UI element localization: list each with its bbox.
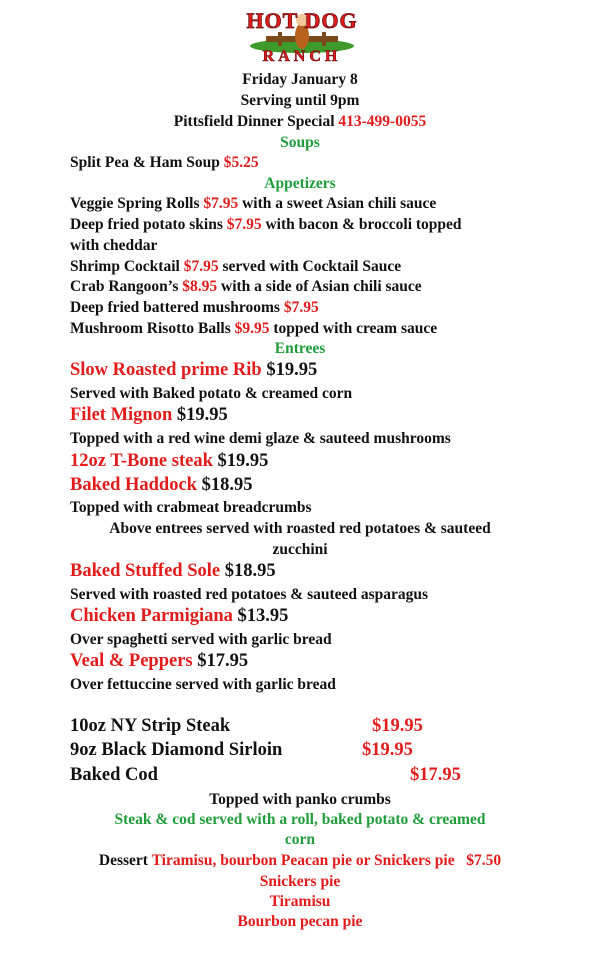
item-price: $17.95 (197, 651, 249, 671)
appetizer-item (70, 194, 590, 214)
item-price: $18.95 (224, 561, 276, 581)
item-name: Baked Haddock (70, 475, 197, 495)
item-price: $19.95 (266, 360, 318, 380)
steak-item-name: 9oz Black Diamond Sirloin (70, 740, 283, 760)
dessert-price: $7.50 (466, 852, 502, 869)
item-price: $7.95 (203, 195, 239, 212)
steak-served-note: Steak & cod served with a roll, baked potato & creamed (114, 811, 486, 828)
item-price: $13.95 (237, 606, 289, 626)
item-name: Veal & Peppers (70, 651, 193, 671)
steak-item-price: $19.95 (362, 740, 413, 760)
logo-line-2: RANCH (262, 48, 342, 65)
appetizer-item (70, 319, 590, 339)
entree-desc: Over fettuccine served with garlic bread (70, 676, 336, 693)
dessert-line (0, 851, 600, 871)
steak-item-name: Baked Cod (70, 765, 158, 785)
entree-item (70, 474, 590, 496)
entree-desc: Topped with a red wine demi glaze & sauteed mushrooms (70, 430, 451, 447)
item-name: Deep fried battered mushrooms (70, 299, 280, 316)
special-title: Pittsfield Dinner Special (173, 113, 335, 130)
entree-item (70, 359, 590, 381)
item-desc: served with Cocktail Sauce (222, 258, 402, 275)
entree-item (70, 650, 590, 672)
appetizer-item (70, 257, 590, 277)
item-desc: with a sweet Asian chili sauce (242, 195, 437, 212)
item-price: $19.95 (217, 451, 269, 471)
dessert-label: Dessert (98, 852, 148, 869)
entree-desc: Over spaghetti served with garlic bread (70, 631, 332, 648)
item-name: Split Pea & Ham Soup (70, 154, 220, 171)
item-desc: topped with cream sauce (273, 320, 438, 337)
item-name: Crab Rangoon’s (70, 278, 179, 295)
appetizer-item-continued: with cheddar (70, 237, 158, 254)
item-name: Shrimp Cocktail (70, 258, 180, 275)
entrees-side-note: Above entrees served with roasted red potatoes & sauteed (109, 520, 491, 537)
item-name: Mushroom Risotto Balls (70, 320, 231, 337)
phone-number: 413-499-0055 (338, 113, 427, 130)
item-price: $7.95 (183, 258, 219, 275)
dessert-options: Tiramisu, bourbon Peacan pie or Snickers pie (151, 852, 455, 869)
item-price: $19.95 (176, 405, 228, 425)
item-name: Chicken Parmigiana (70, 606, 233, 626)
appetizer-item (70, 215, 590, 235)
entree-item (70, 404, 590, 426)
appetizer-item (70, 298, 590, 318)
dessert-list-item: Snickers pie (259, 873, 341, 890)
serving-hours: Serving until 9pm (240, 92, 360, 109)
dessert-list-item: Tiramisu (269, 893, 331, 910)
steak-served-note-continued: corn (284, 831, 316, 848)
entree-desc: Topped with crabmeat breadcrumbs (70, 499, 312, 516)
item-price: $7.95 (283, 299, 319, 316)
steak-item-price: $17.95 (410, 765, 461, 785)
item-desc: with bacon & broccoli topped (265, 216, 462, 233)
item-name: Slow Roasted prime Rib (70, 360, 262, 380)
soup-item (70, 153, 590, 173)
entrees-side-note-continued: zucchini (272, 541, 328, 558)
entree-desc: Served with roasted red potatoes & sauteed asparagus (70, 586, 429, 603)
item-price: $7.95 (226, 216, 262, 233)
item-desc: with a side of Asian chili sauce (221, 278, 422, 295)
appetizer-item (70, 277, 590, 297)
entree-desc: Served with Baked potato & creamed corn (70, 385, 353, 402)
entree-item (70, 605, 590, 627)
logo-line-1: HOT DOG (246, 8, 358, 33)
dessert-list-item: Bourbon pecan pie (237, 913, 363, 930)
item-name: Baked Stuffed Sole (70, 561, 221, 581)
special-line (0, 112, 600, 132)
item-name: Filet Mignon (70, 405, 173, 425)
cod-note: Topped with panko crumbs (209, 791, 391, 808)
item-price: $8.95 (182, 278, 218, 295)
entrees-heading: Entrees (274, 340, 326, 357)
entree-item (70, 560, 590, 582)
item-price: $9.95 (234, 320, 270, 337)
steak-item-price: $19.95 (372, 716, 423, 736)
item-name: Veggie Spring Rolls (70, 195, 200, 212)
appetizers-heading: Appetizers (264, 175, 336, 192)
menu-date: Friday January 8 (242, 71, 358, 88)
item-name: Deep fried potato skins (70, 216, 223, 233)
entree-item (70, 450, 590, 472)
item-name: 12oz T-Bone steak (70, 451, 213, 471)
hot-dog-ranch-logo (226, 6, 378, 66)
item-price: $5.25 (223, 154, 259, 171)
steak-item-name: 10oz NY Strip Steak (70, 716, 231, 736)
item-price: $18.95 (201, 475, 253, 495)
soups-heading: Soups (280, 134, 320, 151)
